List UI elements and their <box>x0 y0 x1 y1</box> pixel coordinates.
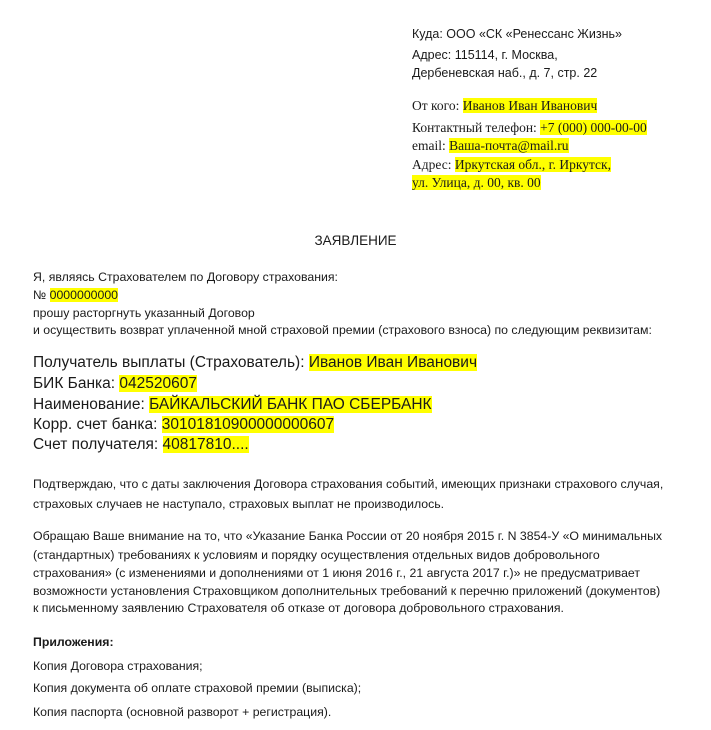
field-bank-name <box>33 396 432 414</box>
field-label: Счет получателя: <box>33 436 159 453</box>
sender-address <box>412 157 611 173</box>
field-recipient <box>33 354 477 372</box>
sender-address-label: Адрес: <box>412 157 452 172</box>
notice-line2: (стандартных) требованиях к условиям и порядку осуществления отдельных видов добровольного <box>33 548 600 562</box>
confirm-line1: Подтверждаю, что с даты заключения Договора страхования событий, имеющих признаки страхового случая, <box>33 477 664 491</box>
recipient-address-line2: Дербеневская наб., д. 7, стр. 22 <box>412 66 598 80</box>
sender-from <box>412 98 597 114</box>
intro-line4: и осуществить возврат уплаченной мной страховой премии (страхового взноса) по следующим реквизитам: <box>33 323 652 337</box>
sender-phone <box>412 120 647 136</box>
confirm-line2: страховых случаев не наступало, страховых выплат не производилось. <box>33 497 445 511</box>
field-value: БАЙКАЛЬСКИЙ БАНК ПАО СБЕРБАНК <box>149 396 432 413</box>
recipient-to: Куда: ООО «СК «Ренессанс Жизнь» <box>412 27 622 41</box>
field-value: 042520607 <box>119 375 197 392</box>
attachment-item: Копия паспорта (основной разворот + регистрация). <box>33 705 332 719</box>
contract-number-prefix: № <box>33 288 47 302</box>
sender-email <box>412 138 569 154</box>
field-label: Корр. счет банка: <box>33 416 158 433</box>
field-value: Иванов Иван Иванович <box>308 354 478 371</box>
field-label: Получатель выплаты (Страхователь): <box>33 354 305 371</box>
field-value: 40817810.... <box>162 436 249 453</box>
attachment-item: Копия документа об оплате страховой премии (выписка); <box>33 681 362 695</box>
sender-address-value2: ул. Улица, д. 00, кв. 00 <box>412 175 541 190</box>
sender-from-value: Иванов Иван Иванович <box>462 98 598 113</box>
field-value: 30101810900000000607 <box>161 416 335 433</box>
field-label: Наименование: <box>33 396 145 413</box>
sender-phone-label: Контактный телефон: <box>412 120 537 135</box>
sender-email-value: Ваша-почта@mail.ru <box>449 138 569 153</box>
field-label: БИК Банка: <box>33 375 116 392</box>
sender-phone-value: +7 (000) 000-00-00 <box>540 120 647 135</box>
intro-line3: прошу расторгнуть указанный Договор <box>33 306 255 320</box>
field-bik <box>33 375 197 393</box>
notice-line4: возможности установления Страховщиком дополнительных требований к перечню приложений (документов) <box>33 584 661 598</box>
intro-line1: Я, являясь Страхователем по Договору страхования: <box>33 270 338 284</box>
document-title: ЗАЯВЛЕНИЕ <box>314 233 397 248</box>
sender-email-label: email: <box>412 138 446 153</box>
contract-number-value: 0000000000 <box>49 288 119 302</box>
attachment-item: Копия Договора страхования; <box>33 659 203 673</box>
notice-line1: Обращаю Ваше внимание на то, что «Указание Банка России от 20 ноября 2015 г. N 3854-У «О минимальных <box>33 529 663 543</box>
notice-line3: страхования» (с изменениями и дополнениями от 1 июня 2016 г., 21 августа 2017 г.)» не предусматривает <box>33 566 640 580</box>
sender-from-label: От кого: <box>412 98 460 113</box>
attachments-heading: Приложения: <box>33 635 114 649</box>
field-recipient-account <box>33 436 249 454</box>
recipient-address-line1: Адрес: 115114, г. Москва, <box>412 48 558 62</box>
field-corr-account <box>33 416 334 434</box>
sender-address-line2 <box>412 175 541 191</box>
sender-address-value1: Иркутская обл., г. Иркутск, <box>454 157 611 172</box>
notice-line5: к письменному заявлению Страхователя об отказе от договора добровольного страхования. <box>33 601 564 615</box>
